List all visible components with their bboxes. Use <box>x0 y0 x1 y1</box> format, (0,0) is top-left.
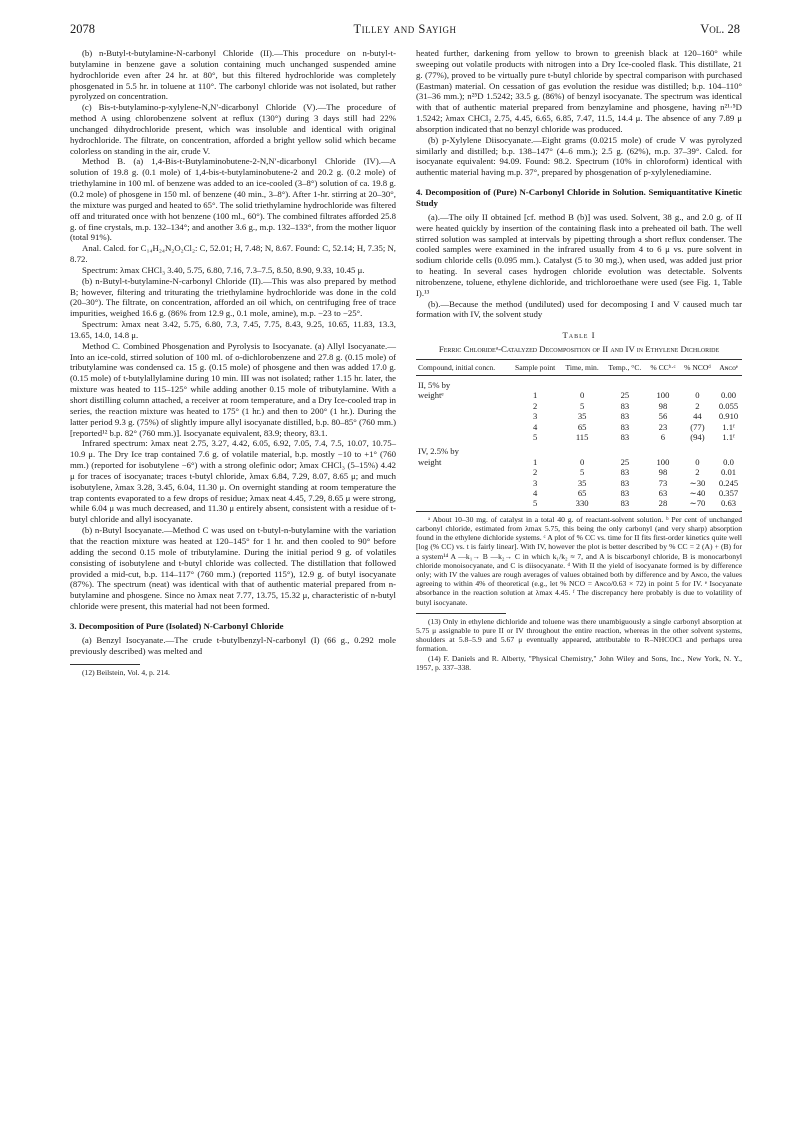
table-cell: 65 <box>577 488 587 498</box>
table-cell: 28 <box>646 498 680 511</box>
table-body <box>416 375 742 511</box>
footnote-rule <box>416 613 506 614</box>
table-cell: 3 <box>532 477 538 488</box>
table-cell: 1.1ᶠ <box>722 431 735 442</box>
table-cell: 83 <box>604 498 647 511</box>
table-cell: 5 <box>532 431 538 442</box>
table-cell: 65 <box>577 421 587 432</box>
paragraph: (b) p-Xylylene Diisocyanate.—Eight grams (0.0215 mole) of crude V was pyrolyzed similarly and distilled; b.p. 138–147° (4–6 mm.); 2.5 g. (62%), m.p. 37–39°. Calcd. for isocyanate equivalent: 94.09. Found: 98.2. Spectrum (10% in chloroform) identical with authentic material having m.p. 37°, prepared by phosgenation of p-xylylenediamine. <box>416 134 742 178</box>
paragraph: heated further, darkening from yellow to brown to greenish black at 120–160° while sweeping out volatile products with nitrogen into a Dry Ice-cooled flask. This distillate, 21 g. (77%), proved to be virtually pure t-butyl chloride by spectral comparison with purchased (Eastman) material. On cessation of gas evolution the residue was distilled; b.p. 104–110° (31–36 mm.); n²⁵D 1.5242; 33.5 g. (86%) of benzyl isocyanate. The spectrum was identical with that of authentic material prepared from benzylamine and phosgene, having n²¹·⁵D 1.5242; λmax CHCl₃ 2.75, 4.45, 6.65, 6.85, 7.47, 11.5, 14.4 μ. The absence of any 7.89 μ absorption indicated that no benzyl chloride was produced. <box>416 48 742 134</box>
table-row <box>416 375 742 390</box>
table-cell: 4 <box>532 421 538 432</box>
table-cell: 25 <box>620 456 630 467</box>
table-cell: 83 <box>620 400 630 411</box>
table-cell: 0 <box>695 456 700 467</box>
table-cell: 35 <box>577 477 587 488</box>
paragraph: (b).—Because the method (undiluted) used for decomposing I and V caused much tar formation with IV, the solvent study <box>416 298 742 320</box>
table-cell: 0.245 <box>718 477 739 488</box>
table-cell: 2 <box>695 467 700 478</box>
table-row <box>416 411 742 421</box>
volume-label: Vol. 28 <box>700 22 740 36</box>
table-row <box>416 401 742 411</box>
table-row <box>416 467 742 477</box>
analysis-paragraph: Anal. Calcd. for C₁₄H₂₄N₂O₂Cl₂: C, 52.01; H, 7.48; N, 8.67. Found: C, 52.14; H, 7.35; N, 8.72. <box>70 243 396 265</box>
table-row <box>416 498 742 511</box>
footnote-rule <box>70 664 140 665</box>
table-cell: 1 <box>532 390 538 401</box>
table-label: Table I <box>562 330 596 341</box>
table-cell: 35 <box>577 411 587 422</box>
spectrum-paragraph: Spectrum: λmax neat 3.42, 5.75, 6.80, 7.3, 7.45, 7.75, 8.43, 9.25, 10.65, 11.83, 13.3, 13.65, 14.0, 14.8 μ. <box>70 319 396 340</box>
table-cell: 0.910 <box>718 411 739 422</box>
group-label: II, 5% by <box>418 379 451 390</box>
group-label: IV, 2.5% by <box>418 446 459 457</box>
table-cell: 1.1ᶠ <box>722 421 735 432</box>
left-column <box>70 48 396 678</box>
table-cell: 0 <box>579 456 585 467</box>
table-cell: 63 <box>658 488 668 498</box>
footnote: (13) Only in ethylene dichloride and toluene was there unambiguously a single carbonyl absorption at 5.75 μ assignable to pure II or IV throughout the entire reaction, whereas in the other solvent systems, shoulders at 5.8–5.9 and 5.67 μ eventually appeared, attributable to R–NHCOCl and perhaps urea formation. <box>416 616 742 654</box>
table-row <box>416 442 742 456</box>
table-cell: 83 <box>620 467 630 478</box>
table-cell: 0.0 <box>723 456 734 467</box>
column-header: Aɴᴄᴏᵉ <box>715 359 742 375</box>
table-cell: 98 <box>658 467 668 478</box>
table-cell: 0 <box>579 390 585 401</box>
table-header-row <box>416 359 742 375</box>
column-header: Time, min. <box>561 359 604 375</box>
column-header: Temp., °C. <box>604 359 647 375</box>
table-cell: 5 <box>579 467 585 478</box>
paragraph: (a) Benzyl Isocyanate.—The crude t-butylbenzyl-N-carbonyl (I) (66 g., 0.292 mole previously described) was melted and <box>70 634 396 656</box>
page-number: 2078 <box>70 22 95 36</box>
table-cell: 5 <box>510 498 561 511</box>
column-header: % CCᵇ·ᶜ <box>646 359 680 375</box>
table-cell: 0.00 <box>721 390 737 401</box>
table-cell: 0.055 <box>718 400 739 411</box>
table-cell: 100 <box>656 390 670 401</box>
paragraph: (c) Bis-t-butylamino-p-xylylene-N,N′-dicarbonyl Chloride (V).—The procedure of method A using chlorobenzene solvent at reflux (130°) during 3 days still had 22% unchanged dihydrochloride present, which was insoluble and identical with original hydrochloride. The filtrate, on concentration, afforded a bright yellow solid which became colorless on standing in the air, crude V. <box>70 102 396 156</box>
section-heading: 3. Decomposition of Pure (Isolated) N-Carbonyl Chloride <box>70 620 284 631</box>
paragraph: (a).—The oily II obtained [cf. method B (b)] was used. Solvent, 38 g., and 2.0 g. of II were heated quickly by insertion of the containing flask into a preheated oil bath. The well stirred solution was sampled at intervals by pipetting through a short reflux condenser. The cooled samples were examined in the infrared usually from 4 to 6 μ vs. pure solvent in sodium chloride cells (0.095 mm.). Catalyst (5 to 30 mg.), when used, was added just prior to heating. In several cases hydrogen chloride evolution was detectable. Solvents nitrobenzene, toluene, ethylene dichloride, and trichloroethane were used (see Fig. 1, Table I).¹³ <box>416 211 742 298</box>
table-row <box>416 422 742 432</box>
section-heading: 4. Decomposition of (Pure) N-Carbonyl Chloride in Solution. Semiquantitative Kinetic Study <box>416 187 742 208</box>
paragraph: (b) n-Butyl-t-butylamine-N-carbonyl Chloride (II).—This was also prepared by method B; however, filtering and triturating the triethylamine hydrochloride was done in the cold (20–30°). The filtrate, on concentration, afforded an oil which, on centrifuging free of trace impurities, weighed 16.6 g. (86% from 12.9 g., 0.1 mole, amine), m.p. −23 to −25°. <box>70 275 396 319</box>
table-cell: 83 <box>620 477 630 488</box>
table-row <box>416 478 742 488</box>
table-footnotes: ᵃ About 10–30 mg. of catalyst in a total 40 g. of reactant-solvent solution. ᵇ Per cent of unchanged carbonyl chloride, estimated from λmax 5.75, this being the only carbonyl (and very sharp) absorption found in the ethylene dichloride systems. ᶜ A plot of % CC vs. time for II fits first-order kinetics quite well [log (% CC) vs. t is fairly linear]. With IV, however the plot is better described by % CC = 2 (A) + (B) for a system¹⁴ A —k₁→ B —k₂→ C in which k₁/k₂ ≈ 7, and A is biscarbonyl chloride, B is monocarbonyl chloride monoisocyanate, and C is diisocyanate. ᵈ With II the yield of isocyanate formed is by difference only; with IV the values are rough averages of values obtained both by difference and by Aɴᴄᴏ, the values agreeing to within 4% of theoretical (e.g., let % NCO = Aɴᴄᴏ/0.63 × 72) in point 5 for IV. ᵉ Isocyanate absorbance in the reaction solution at λmax 4.45. ᶠ The discrepancy here probably is due to volatility of butyl isocyanate. <box>416 514 742 607</box>
paragraph: (b) n-Butyl-t-butylamine-N-carbonyl Chloride (II).—This procedure on n-butyl-t-butylamine in benzene gave a solution containing much unchanged suspended amine hydrochloride even after 24 hr. at 80°, but this filtered hydrochloride was completely phosgenated in 5.5 hr. in toluene at 110°. The carbonyl chloride was not isolated, but rather pyrolyzed on concentration. <box>70 48 396 102</box>
spectrum-paragraph: Spectrum: λmax CHCl₃ 3.40, 5.75, 6.80, 7.16, 7.3–7.5, 8.50, 8.90, 9.33, 10.45 μ. <box>82 264 365 275</box>
table-cell: 73 <box>658 477 668 488</box>
table-cell: 3 <box>532 411 538 422</box>
column-header: Sample point <box>510 359 561 375</box>
table-cell: 56 <box>658 411 668 422</box>
table-cell: (77) <box>690 421 705 432</box>
table-row <box>416 457 742 467</box>
running-header <box>70 22 740 40</box>
table-cell: 2 <box>532 467 538 478</box>
column-header: Compound, initial concn. <box>416 359 510 375</box>
paragraph: Method B. (a) 1,4-Bis-t-Butylaminobutene-2-N,N′-dicarbonyl Chloride (IV).—A solution of 19.8 g. (0.1 mole) of 1,4-bis-t-butylaminobutene-2 and 20.2 g. (0.2 mole) of triethylamine in 100 ml. of benzene was added to an ice-cooled (3–8°) solution of ca. 19.8 g. (0.2 mole) of phosgene in 150 ml. of benzene (40 min., 3–8°). After 1-hr. stirring at 20–30°, the mixture was purged and heated to 65°. The solid triethylamine hydrochloride was filtered off and triturated once with hot benzene (100 ml., 60°). The combined filtrates afforded 25.8 g. of fine crystals, m.p. 132–134°; and another 3.6 g., m.p. 132–133°, from the mother liquor (total 91%). <box>70 156 396 243</box>
running-title: Tilley and Sayigh <box>353 22 457 36</box>
table-cell: 4 <box>532 488 538 498</box>
table-cell: 6 <box>660 431 666 442</box>
table-cell: 0.357 <box>718 488 739 498</box>
table-cell: ∼40 <box>689 488 706 498</box>
table-cell: 83 <box>620 488 630 498</box>
table-cell: 0 <box>695 390 700 401</box>
table-cell: 100 <box>656 456 670 467</box>
table-cell: 23 <box>658 421 668 432</box>
table-row <box>416 432 742 442</box>
table-cell: 330 <box>561 498 604 511</box>
table-cell: 0.01 <box>721 467 737 478</box>
footnote: (12) Beilstein, Vol. 4, p. 214. <box>82 668 170 678</box>
table-cell: 83 <box>620 421 630 432</box>
table-cell: 98 <box>658 400 668 411</box>
table-cell: 44 <box>693 411 702 422</box>
table-row <box>416 488 742 498</box>
table-cell: ∼70 <box>680 498 715 511</box>
paragraph: (b) n-Butyl Isocyanate.—Method C was used on t-butyl-n-butylamine with the variation that the reaction mixture was heated at 120–145° for 1 hr. and then cooled to 90° before adding the second 0.15 mole of tributylamine. During the initial period 9 g. of volatiles consisting of isobutylene and t-butyl chloride was collected. The distillation that followed provided a mid-cut, b.p. 114–117° (760 mm.) (reported 115°), 12.9 g. of butyl isocyanate (87%). The spectrum (neat) was identical with that of authentic material prepared from n-butylamine and phosgene. Since no λmax neat 7.77, 13.75, 15.32 μ, characteristic of n-butyl chloride were present, this material had not been formed. <box>70 525 396 612</box>
table-cell: ∼30 <box>689 477 706 488</box>
table-cell: 0.63 <box>715 498 742 511</box>
group-label: weightᵉ <box>418 390 444 401</box>
right-column <box>416 48 742 672</box>
column-header: % NCOᵈ <box>680 359 715 375</box>
table-cell: 115 <box>575 431 589 442</box>
footnote: (14) F. Daniels and R. Alberty, "Physical Chemistry," John Wiley and Sons, Inc., New York, N. Y., 1957, p. 337–338. <box>416 653 742 672</box>
table-cell: 25 <box>620 390 630 401</box>
paragraph: Method C. Combined Phosgenation and Pyrolysis to Isocyanate. (a) Allyl Isocyanate.—Into an ice-cold, stirred solution of 100 ml. of o-dichlorobenzene and 27.8 g. (0.15 mole) of tributylamine was condensed ca. 15 g. (0.15 mole) of phosgene and then was added 17.0 g. (0.15 mole) of t-butylallylamine during 10 min. III was not isolated; rather 1.15 hr. later, the mixture was heated to 115–125° while adding another 0.15 mole of tributylamine. With a short distilling column attached, a receiver at room temperature, and a Dry Ice-cooled trap in series, the reaction mixture was heated to 175° (1 hr.) and then to 200° (1 hr.). During the latter period 9.3 g. (75%) of slightly impure allyl isocyanate distilled, b.p. 80–85° (760 mm.) [reported¹² b.p. 82° (760 mm.)]. Isocyanate equivalent, 83.9; theory, 83.1. <box>70 340 396 438</box>
table-cell: 2 <box>532 400 538 411</box>
group-label: weight <box>418 456 442 467</box>
table-cell: 2 <box>695 400 700 411</box>
table-cell: 83 <box>620 411 630 422</box>
table-cell: 1 <box>532 456 538 467</box>
paragraph: Infrared spectrum: λmax neat 2.75, 3.27, 4.42, 6.05, 6.92, 7.05, 7.4, 7.5, 10.07, 10.75–10.9 μ. The Dry Ice trap contained 7.6 g. of volatile material, b.p. mostly −10 to +1° (760 mm.) (reported for isobutylene −6°) with a strong olefinic odor; λmax CHCl₃ (5–15%) 4.42 μ for traces of isocyanate; traces t-butyl chloride, λmax 6.84, 7.29, 8.07, 8.65 μ; and much isobutylene, λmax 3.28, 3.45, 6.04, 11.30 μ. On overnight standing at room temperature the trap contents evaporated to a few drops of residue; λmax neat 4.45, 7.29, 8.65 μ were strong, while 6.04 μ was much decreased, and 11.30 μ entirely absent, consistent with a residue of t-butyl chloride and allyl isocyanate. <box>70 438 396 525</box>
table-cell: 83 <box>620 431 630 442</box>
table-row <box>416 390 742 400</box>
data-table <box>416 359 742 512</box>
table-cell: (94) <box>690 431 705 442</box>
table-cell: 5 <box>579 400 585 411</box>
table-title: Ferric Chlorideᵃ-Catalyzed Decomposition of II and IV in Ethylene Dichloride <box>438 344 720 355</box>
